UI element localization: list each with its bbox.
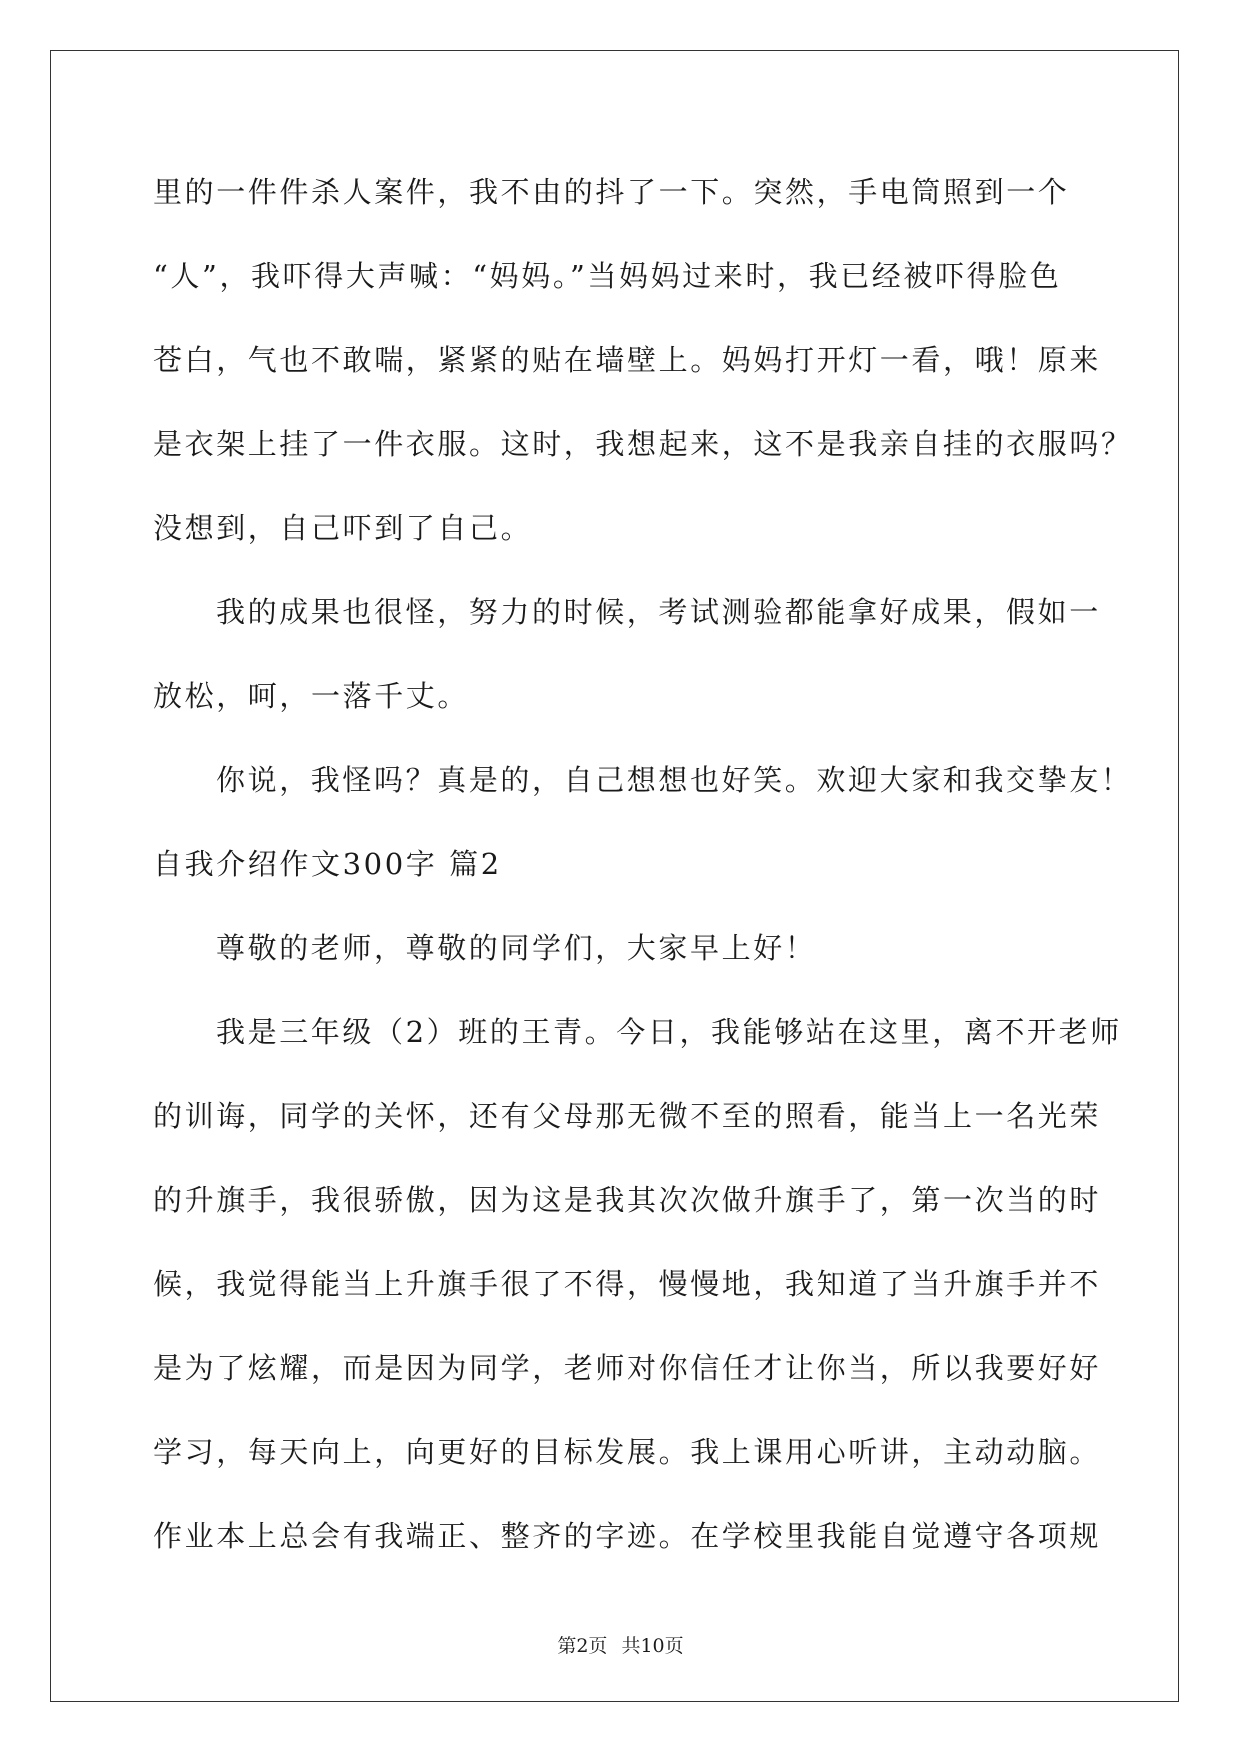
text-line: 没想到，自己吓到了自己。 <box>153 511 533 545</box>
section-heading: 自我介绍作文300字 篇2 <box>153 847 502 881</box>
text-line: 放松，呵，一落千丈。 <box>153 679 470 713</box>
text-line: 的训诲，同学的关怀，还有父母那无微不至的照看，能当上一名光荣 <box>153 1099 1102 1133</box>
text-line: 里的一件件杀人案件，我不由的抖了一下。突然，手电筒照到一个 <box>153 175 1070 209</box>
text-line: 苍白，气也不敢喘，紧紧的贴在墙壁上。妈妈打开灯一看，哦！原来 <box>153 343 1102 377</box>
document-body <box>153 150 1133 1578</box>
text-line: 学习，每天向上，向更好的目标发展。我上课用心听讲，主动动脑。 <box>153 1435 1102 1469</box>
page-number-current: 第2页 <box>557 1635 608 1657</box>
page-footer <box>0 1633 1241 1659</box>
text-line: 是衣架上挂了一件衣服。这时，我想起来，这不是我亲自挂的衣服吗？ <box>153 427 1133 461</box>
paragraph-first-line: 你说，我怪吗？真是的，自己想想也好笑。欢迎大家和我交挚友！ <box>216 763 1133 797</box>
text-line: “人”，我吓得大声喊：“妈妈。”当妈妈过来时，我已经被吓得脸色 <box>153 259 1062 293</box>
paragraph-first-line: 我是三年级（2）班的王青。今日，我能够站在这里，离不开老师 <box>216 1015 1122 1049</box>
paragraph-first-line: 尊敬的老师，尊敬的同学们，大家早上好！ <box>216 931 817 965</box>
paragraph-first-line: 我的成果也很怪，努力的时候，考试测验都能拿好成果，假如一 <box>216 595 1101 629</box>
text-line: 的升旗手，我很骄傲，因为这是我其次次做升旗手了，第一次当的时 <box>153 1183 1102 1217</box>
text-line: 候，我觉得能当上升旗手很了不得，慢慢地，我知道了当升旗手并不 <box>153 1267 1102 1301</box>
text-line: 是为了炫耀，而是因为同学，老师对你信任才让你当，所以我要好好 <box>153 1351 1102 1385</box>
text-line: 作业本上总会有我端正、整齐的字迹。在学校里我能自觉遵守各项规 <box>153 1519 1102 1553</box>
page-number-total: 共10页 <box>621 1635 684 1657</box>
